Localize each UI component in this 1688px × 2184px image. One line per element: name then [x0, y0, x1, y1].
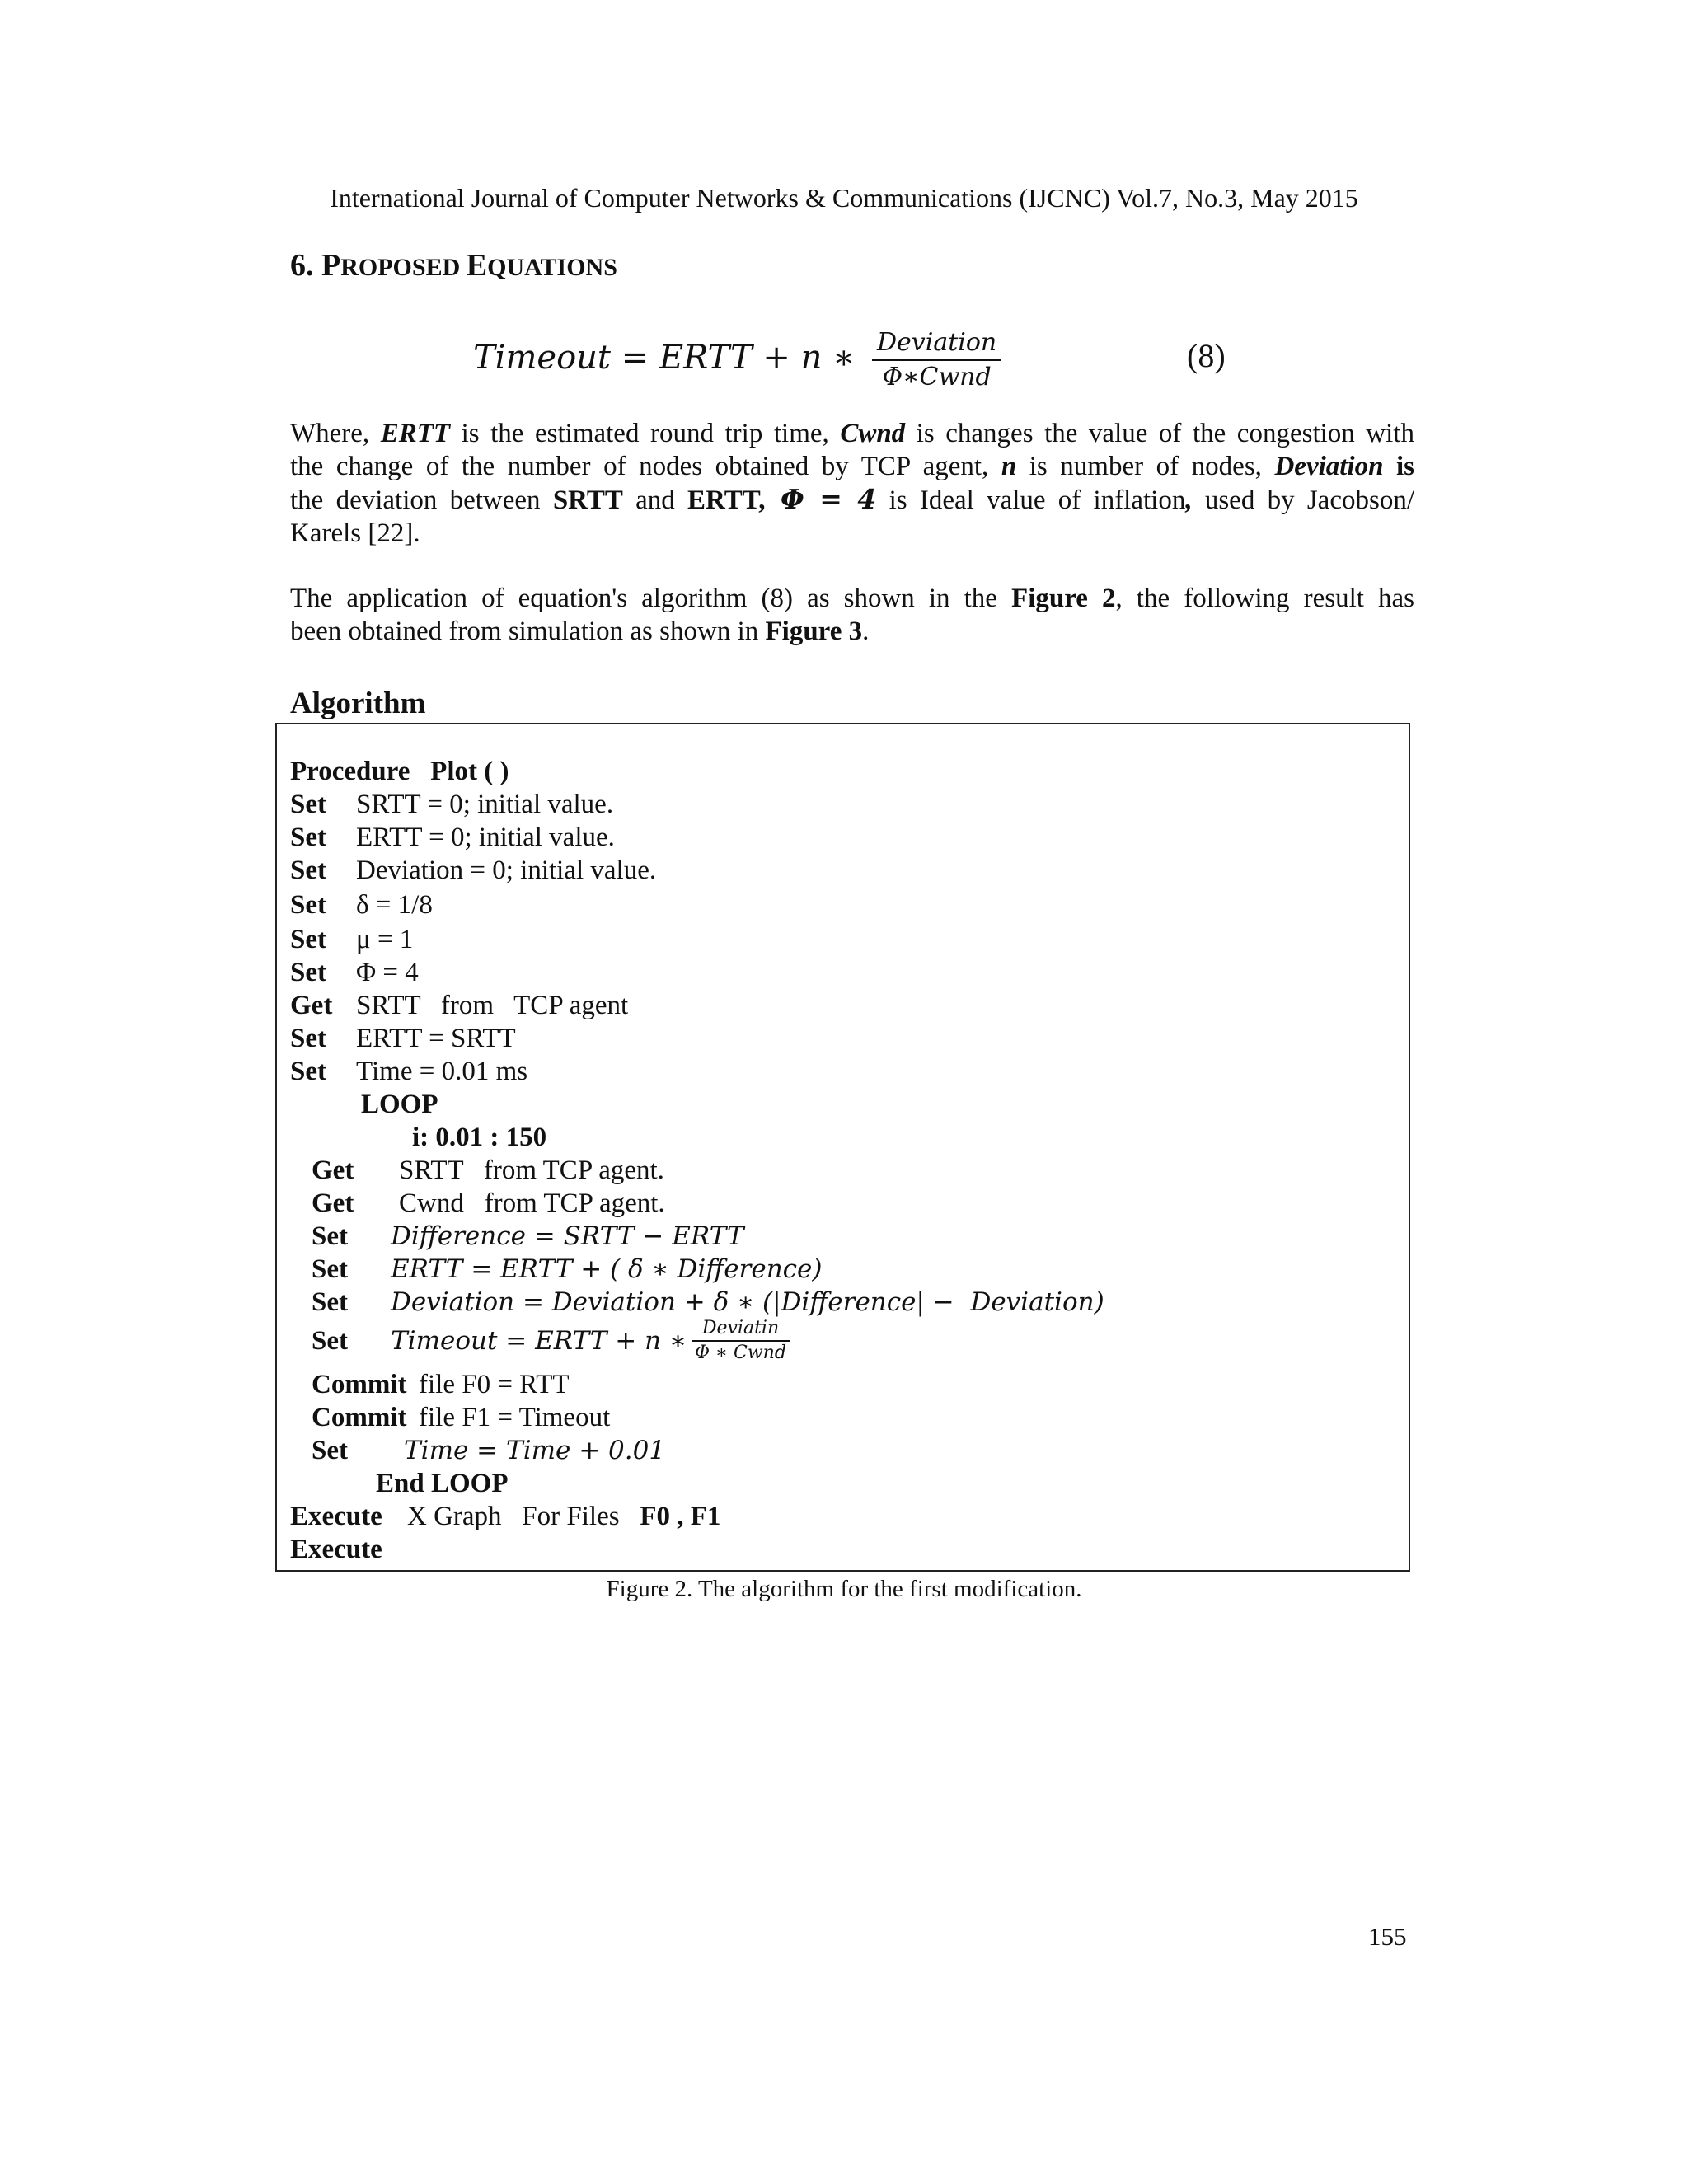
loop-body-line: Set Deviation = Deviation + δ ∗ (|Difference| − Deviation): [312, 1287, 1104, 1317]
loop-start: LOOP: [361, 1090, 438, 1119]
timeout-fraction: $\frac{\text{Deviatin}}{\text{Φ ∗ Cwnd}}$: [692, 1317, 790, 1365]
running-header: International Journal of Computer Networks & Communications (IJCNC) Vol.7, No.3, May 2015: [330, 183, 1358, 213]
algorithm-line: Set μ = 1: [290, 925, 414, 954]
loop-end: End LOOP: [376, 1469, 509, 1498]
loop-body-line: Get SRTT from TCP agent.: [312, 1155, 664, 1185]
section-number: 6.: [290, 248, 321, 283]
algorithm-line: Set ERTT = 0; initial value.: [290, 823, 615, 852]
paragraph-line: Where, ERTT is the estimated round trip time, Cwnd is changes the value of the congestion with: [290, 419, 1414, 448]
algorithm-line: Set ERTT = SRTT: [290, 1024, 516, 1053]
loop-commit-line: Commit file F0 = RTT: [312, 1370, 570, 1399]
heading-part: P: [321, 248, 341, 283]
algorithm-line: Get SRTT from TCP agent: [290, 991, 629, 1020]
loop-timeout-line: Set Timeout = ERTT + n ∗ $\frac{\text{Deviatin}}{\text{Φ ∗ Cwnd}}$: [312, 1317, 790, 1365]
heading-part: QUATIONS: [487, 254, 617, 281]
loop-body-line: Set Difference = SRTT − ERTT: [312, 1221, 744, 1251]
paragraph-line: been obtained from simulation as shown in Figure 3.: [290, 616, 870, 646]
algorithm-execute-line: Execute X Graph For Files F0 , F1: [290, 1502, 721, 1531]
algorithm-line: Set Time = 0.01 ms: [290, 1057, 528, 1086]
paragraph-line: the deviation between SRTT and ERTT, Φ = 4 is Ideal value of inflation, used by Jacobson/: [290, 483, 1414, 515]
loop-body-line: Get Cwnd from TCP agent.: [312, 1188, 665, 1218]
paragraph-line: Karels [22].: [290, 518, 420, 548]
paragraph-application: [290, 582, 1414, 648]
algorithm-line: Set Deviation = 0; initial value.: [290, 855, 657, 885]
algorithm-title: Algorithm: [290, 687, 426, 720]
algorithm-line: Set Φ = 4: [290, 958, 419, 987]
equation-8: [473, 326, 1001, 394]
algorithm-line: Set δ = 1/8: [290, 890, 433, 920]
paragraph-definitions: [290, 417, 1414, 550]
paragraph-line: The application of equation's algorithm (8) as shown in the Figure 2, the following result has: [290, 583, 1414, 613]
equation-lhs: Timeout = ERTT + n ∗: [473, 339, 856, 377]
heading-part: ROPOSED: [340, 254, 467, 281]
section-heading: [290, 247, 617, 284]
loop-body-line: Set ERTT = ERTT + ( δ ∗ Difference): [312, 1254, 823, 1284]
loop-body-line: Set Time = Time + 0.01: [312, 1436, 666, 1465]
algorithm-line: Set SRTT = 0; initial value.: [290, 790, 614, 819]
loop-commit-line: Commit file F1 = Timeout: [312, 1403, 611, 1432]
algorithm-execute-line: Execute: [290, 1535, 382, 1564]
figure-caption: Figure 2. The algorithm for the first modification.: [606, 1576, 1082, 1602]
equation-fraction: [872, 326, 1001, 394]
equation-denominator: Φ∗Cwnd: [882, 363, 992, 391]
equation-numerator: Deviation: [872, 326, 1001, 361]
loop-range: i: 0.01 : 150: [412, 1122, 547, 1152]
algorithm-procedure: Procedure Plot ( ): [290, 757, 509, 786]
page-number: 155: [1368, 1922, 1407, 1951]
heading-part: E: [466, 248, 488, 283]
equation-number: (8): [1187, 337, 1226, 374]
paragraph-line: the change of the number of nodes obtained by TCP agent, n is number of nodes, Deviation is: [290, 452, 1415, 481]
